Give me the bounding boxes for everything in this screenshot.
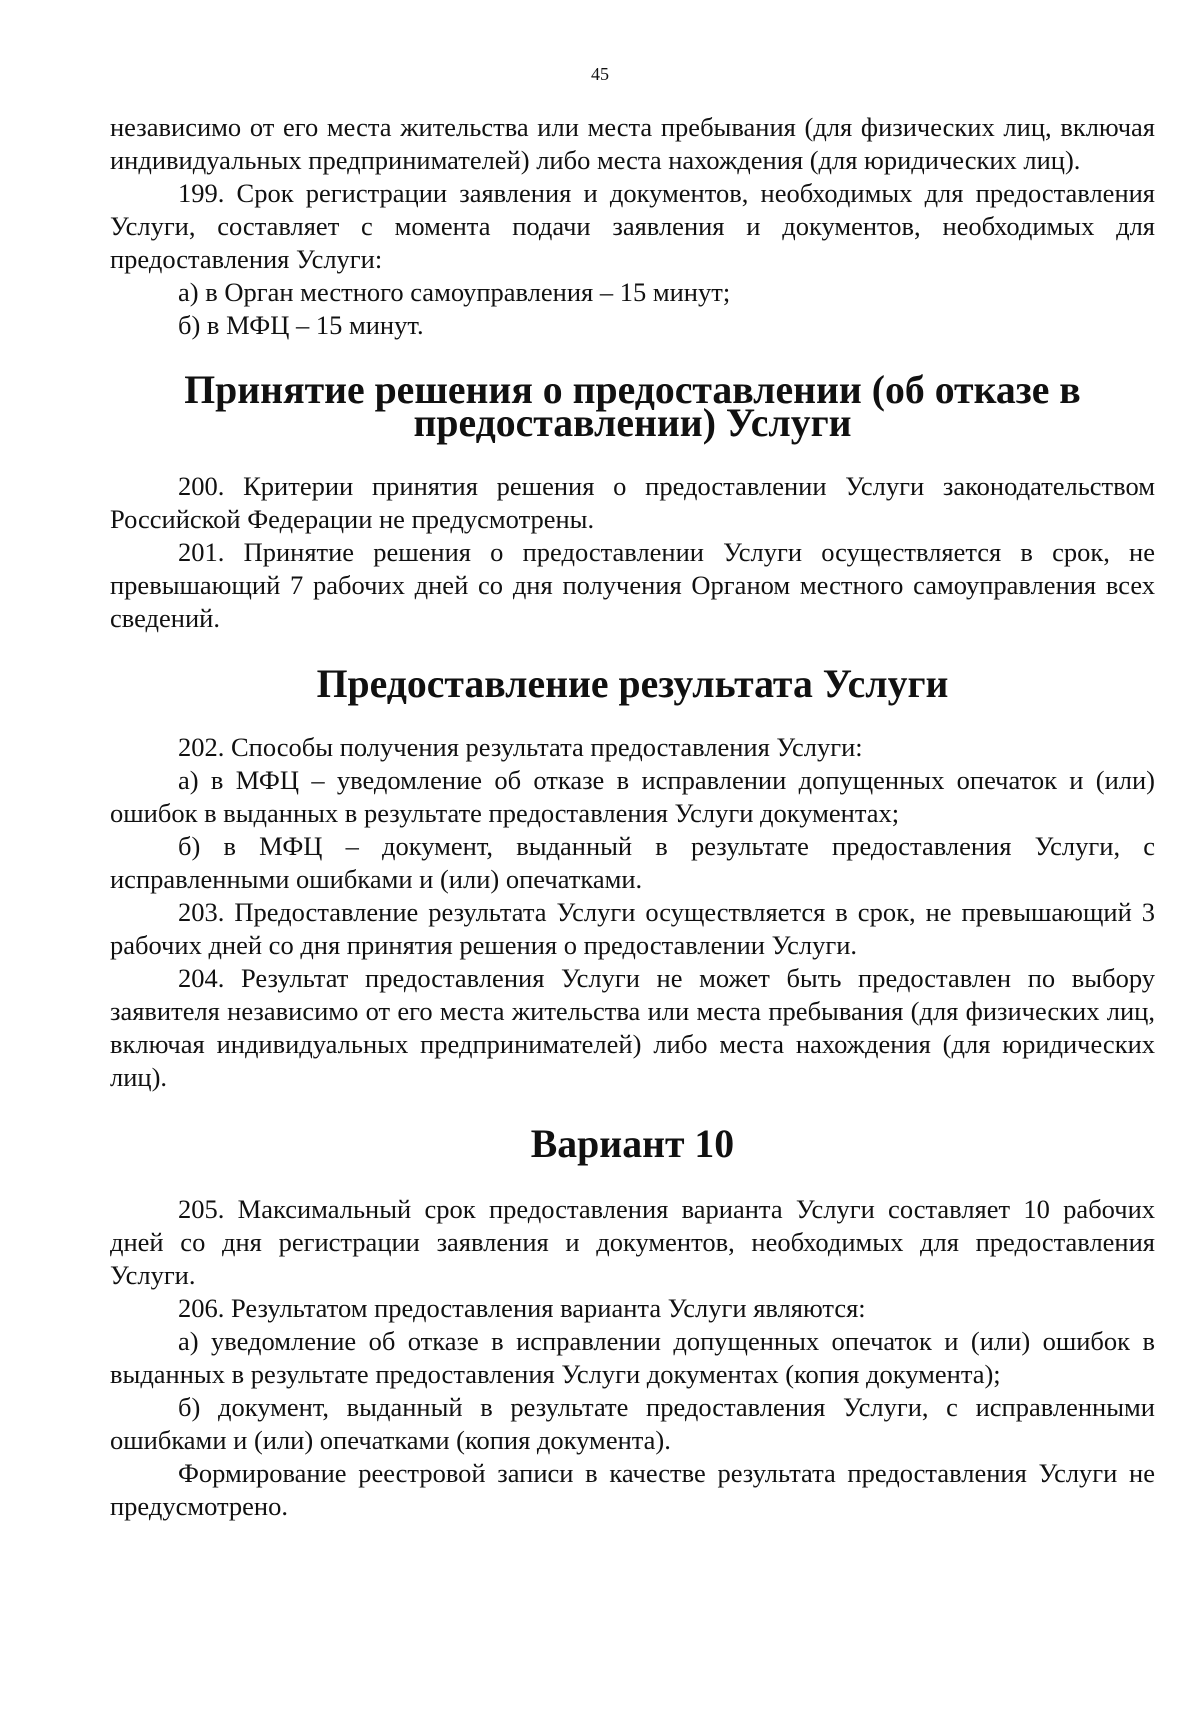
section-heading-decision: Принятие решения о предоставлении (об отказе в предоставлении) Услуги	[184, 368, 1081, 445]
paragraph-199: 199. Срок регистрации заявления и документов, необходимых для предоставления Услуги, составляет с момента подачи заявления и документов, необходимых для предоставления Услуги:	[110, 178, 1155, 274]
list-item-b: б) документ, выданный в результате предоставления Услуги, с исправленными ошибками и (или) опечатками (копия документа).	[110, 1392, 1155, 1455]
paragraph-203: 203. Предоставление результата Услуги осуществляется в срок, не превышающий 3 рабочих дней со дня принятия решения о предоставлении Услуги.	[110, 897, 1155, 960]
list-item-b: б) в МФЦ – 15 минут.	[178, 310, 424, 340]
paragraph-200: 200. Критерии принятия решения о предоставлении Услуги законодательством Российской Федерации не предусмотрены.	[110, 471, 1155, 534]
paragraph-204: 204. Результат предоставления Услуги не может быть предоставлен по выбору заявителя независимо от его места жительства или места пребывания (для физических лиц, включая индивидуальных предпринимателей) либо места нахождения (для юридических лиц).	[110, 963, 1155, 1092]
document-body	[110, 111, 1155, 1523]
paragraph-205: 205. Максимальный срок предоставления варианта Услуги составляет 10 рабочих дней со дня регистрации заявления и документов, необходимых для предоставления Услуги.	[110, 1194, 1155, 1290]
section-heading-variant: Вариант 10	[530, 1122, 735, 1166]
paragraph-201: 201. Принятие решения о предоставлении Услуги осуществляется в срок, не превышающий 7 рабочих дней со дня получения Органом местного самоуправления всех сведений.	[110, 537, 1155, 633]
section-heading-result: Предоставление результата Услуги	[316, 662, 949, 706]
list-item-b: б) в МФЦ – документ, выданный в результате предоставления Услуги, с исправленными ошибками и (или) опечатками.	[110, 831, 1155, 894]
list-item-a: а) в МФЦ – уведомление об отказе в исправлении допущенных опечаток и (или) ошибок в выданных в результате предоставления Услуги документах;	[110, 765, 1155, 828]
paragraph-continuation: независимо от его места жительства или места пребывания (для физических лиц, включая индивидуальных предпринимателей) либо места нахождения (для юридических лиц).	[110, 112, 1155, 175]
paragraph-registry-note: Формирование реестровой записи в качестве результата предоставления Услуги не предусмотрено.	[110, 1458, 1155, 1521]
paragraph-202: 202. Способы получения результата предоставления Услуги:	[178, 732, 863, 762]
paragraph-206: 206. Результатом предоставления варианта Услуги являются:	[178, 1293, 866, 1323]
list-item-a: а) уведомление об отказе в исправлении допущенных опечаток и (или) ошибок в выданных в результате предоставления Услуги документах (копия документа);	[110, 1326, 1155, 1389]
page-number: 45	[591, 64, 609, 84]
list-item-a: а) в Орган местного самоуправления – 15 минут;	[178, 277, 731, 307]
